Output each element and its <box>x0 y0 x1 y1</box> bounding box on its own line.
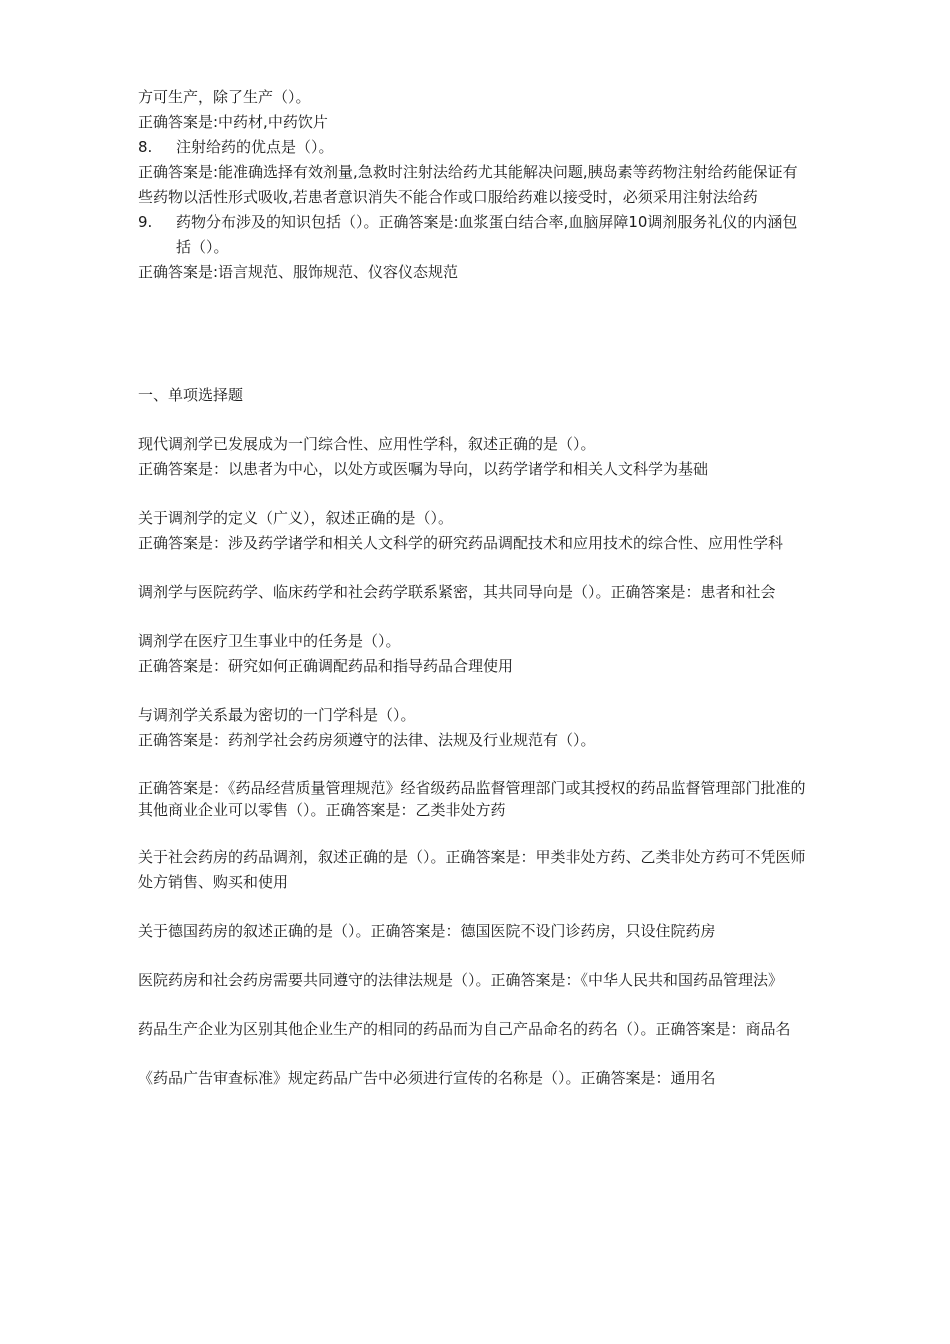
question-text: 关于社会药房的药品调剂，叙述正确的是（）。正确答案是：甲类非处方药、乙类非处方药可不凭医师处方销售、购买和使用 <box>138 848 806 891</box>
question-block <box>138 777 806 821</box>
question-text: 《药品广告审查标准》规定药品广告中必须进行宣传的名称是（）。正确答案是：通用名 <box>138 1069 716 1087</box>
question-block <box>138 1017 806 1042</box>
question-text: 调剂学与医院药学、临床药学和社会药学联系紧密，其共同导向是（）。正确答案是：患者和社会 <box>138 583 776 601</box>
document-page <box>138 85 806 1115</box>
question-number: 9. <box>138 213 153 231</box>
question-block <box>138 432 806 482</box>
answer-line: 正确答案是:能准确选择有效剂量,急救时注射法给药尤其能解决问题,胰岛素等药物注射给药能保证有些药物以活性形式吸收,若患者意识消失不能合作或口服给药难以接受时，必须采用注射法给药 <box>138 163 798 206</box>
question-text: 关于德国药房的叙述正确的是（）。正确答案是：德国医院不设门诊药房，只设住院药房 <box>138 922 716 940</box>
question-block <box>138 580 806 605</box>
answer-line: 正确答案是：涉及药学诸学和相关人文科学的研究药品调配技术和应用技术的综合性、应用性学科 <box>138 534 784 552</box>
question-block <box>138 1066 806 1091</box>
text-line: 方可生产，除了生产（）。 <box>138 88 311 106</box>
question-text: 药物分布涉及的知识包括（）。正确答案是:血浆蛋白结合率,血脑屏障10调剂服务礼仪的内涵包括（）。 <box>176 213 798 256</box>
answer-line: 正确答案是:中药材,中药饮片 <box>138 113 328 131</box>
question-block <box>138 919 806 944</box>
question-block <box>138 506 806 556</box>
question-text: 现代调剂学已发展成为一门综合性、应用性学科，叙述正确的是（）。 <box>138 435 596 453</box>
answer-line: 正确答案是：药剂学社会药房须遵守的法律、法规及行业规范有（）。 <box>138 731 596 749</box>
question-8 <box>138 135 806 160</box>
answer-line: 正确答案是：研究如何正确调配药品和指导药品合理使用 <box>138 657 514 675</box>
section-heading: 一、单项选择题 <box>138 386 244 404</box>
question-text: 药品生产企业为区别其他企业生产的相同的药品而为自己产品命名的药名（）。正确答案是：商品名 <box>138 1020 791 1038</box>
question-text: 与调剂学关系最为密切的一门学科是（）。 <box>138 706 416 724</box>
question-text: 医院药房和社会药房需要共同遵守的法律法规是（）。正确答案是：《中华人民共和国药品管理法》 <box>138 971 784 989</box>
answer-line: 正确答案是:语言规范、服饰规范、仪容仪态规范 <box>138 263 459 281</box>
question-number: 8. <box>138 138 153 156</box>
question-block <box>138 968 806 993</box>
question-block <box>138 629 806 679</box>
question-block <box>138 703 806 753</box>
question-text: 调剂学在医疗卫生事业中的任务是（）。 <box>138 632 401 650</box>
answer-line: 正确答案是：以患者为中心，以处方或医嘱为导向，以药学诸学和相关人文科学为基础 <box>138 460 709 478</box>
question-text: 正确答案是：《药品经营质量管理规范》经省级药品监督管理部门或其授权的药品监督管理部门批准的其他商业企业可以零售（）。正确答案是：乙类非处方药 <box>138 779 806 819</box>
question-text: 注射给药的优点是（）。 <box>176 138 334 156</box>
question-block <box>138 845 806 895</box>
question-9 <box>138 210 806 260</box>
question-text: 关于调剂学的定义（广义），叙述正确的是（）。 <box>138 509 454 527</box>
